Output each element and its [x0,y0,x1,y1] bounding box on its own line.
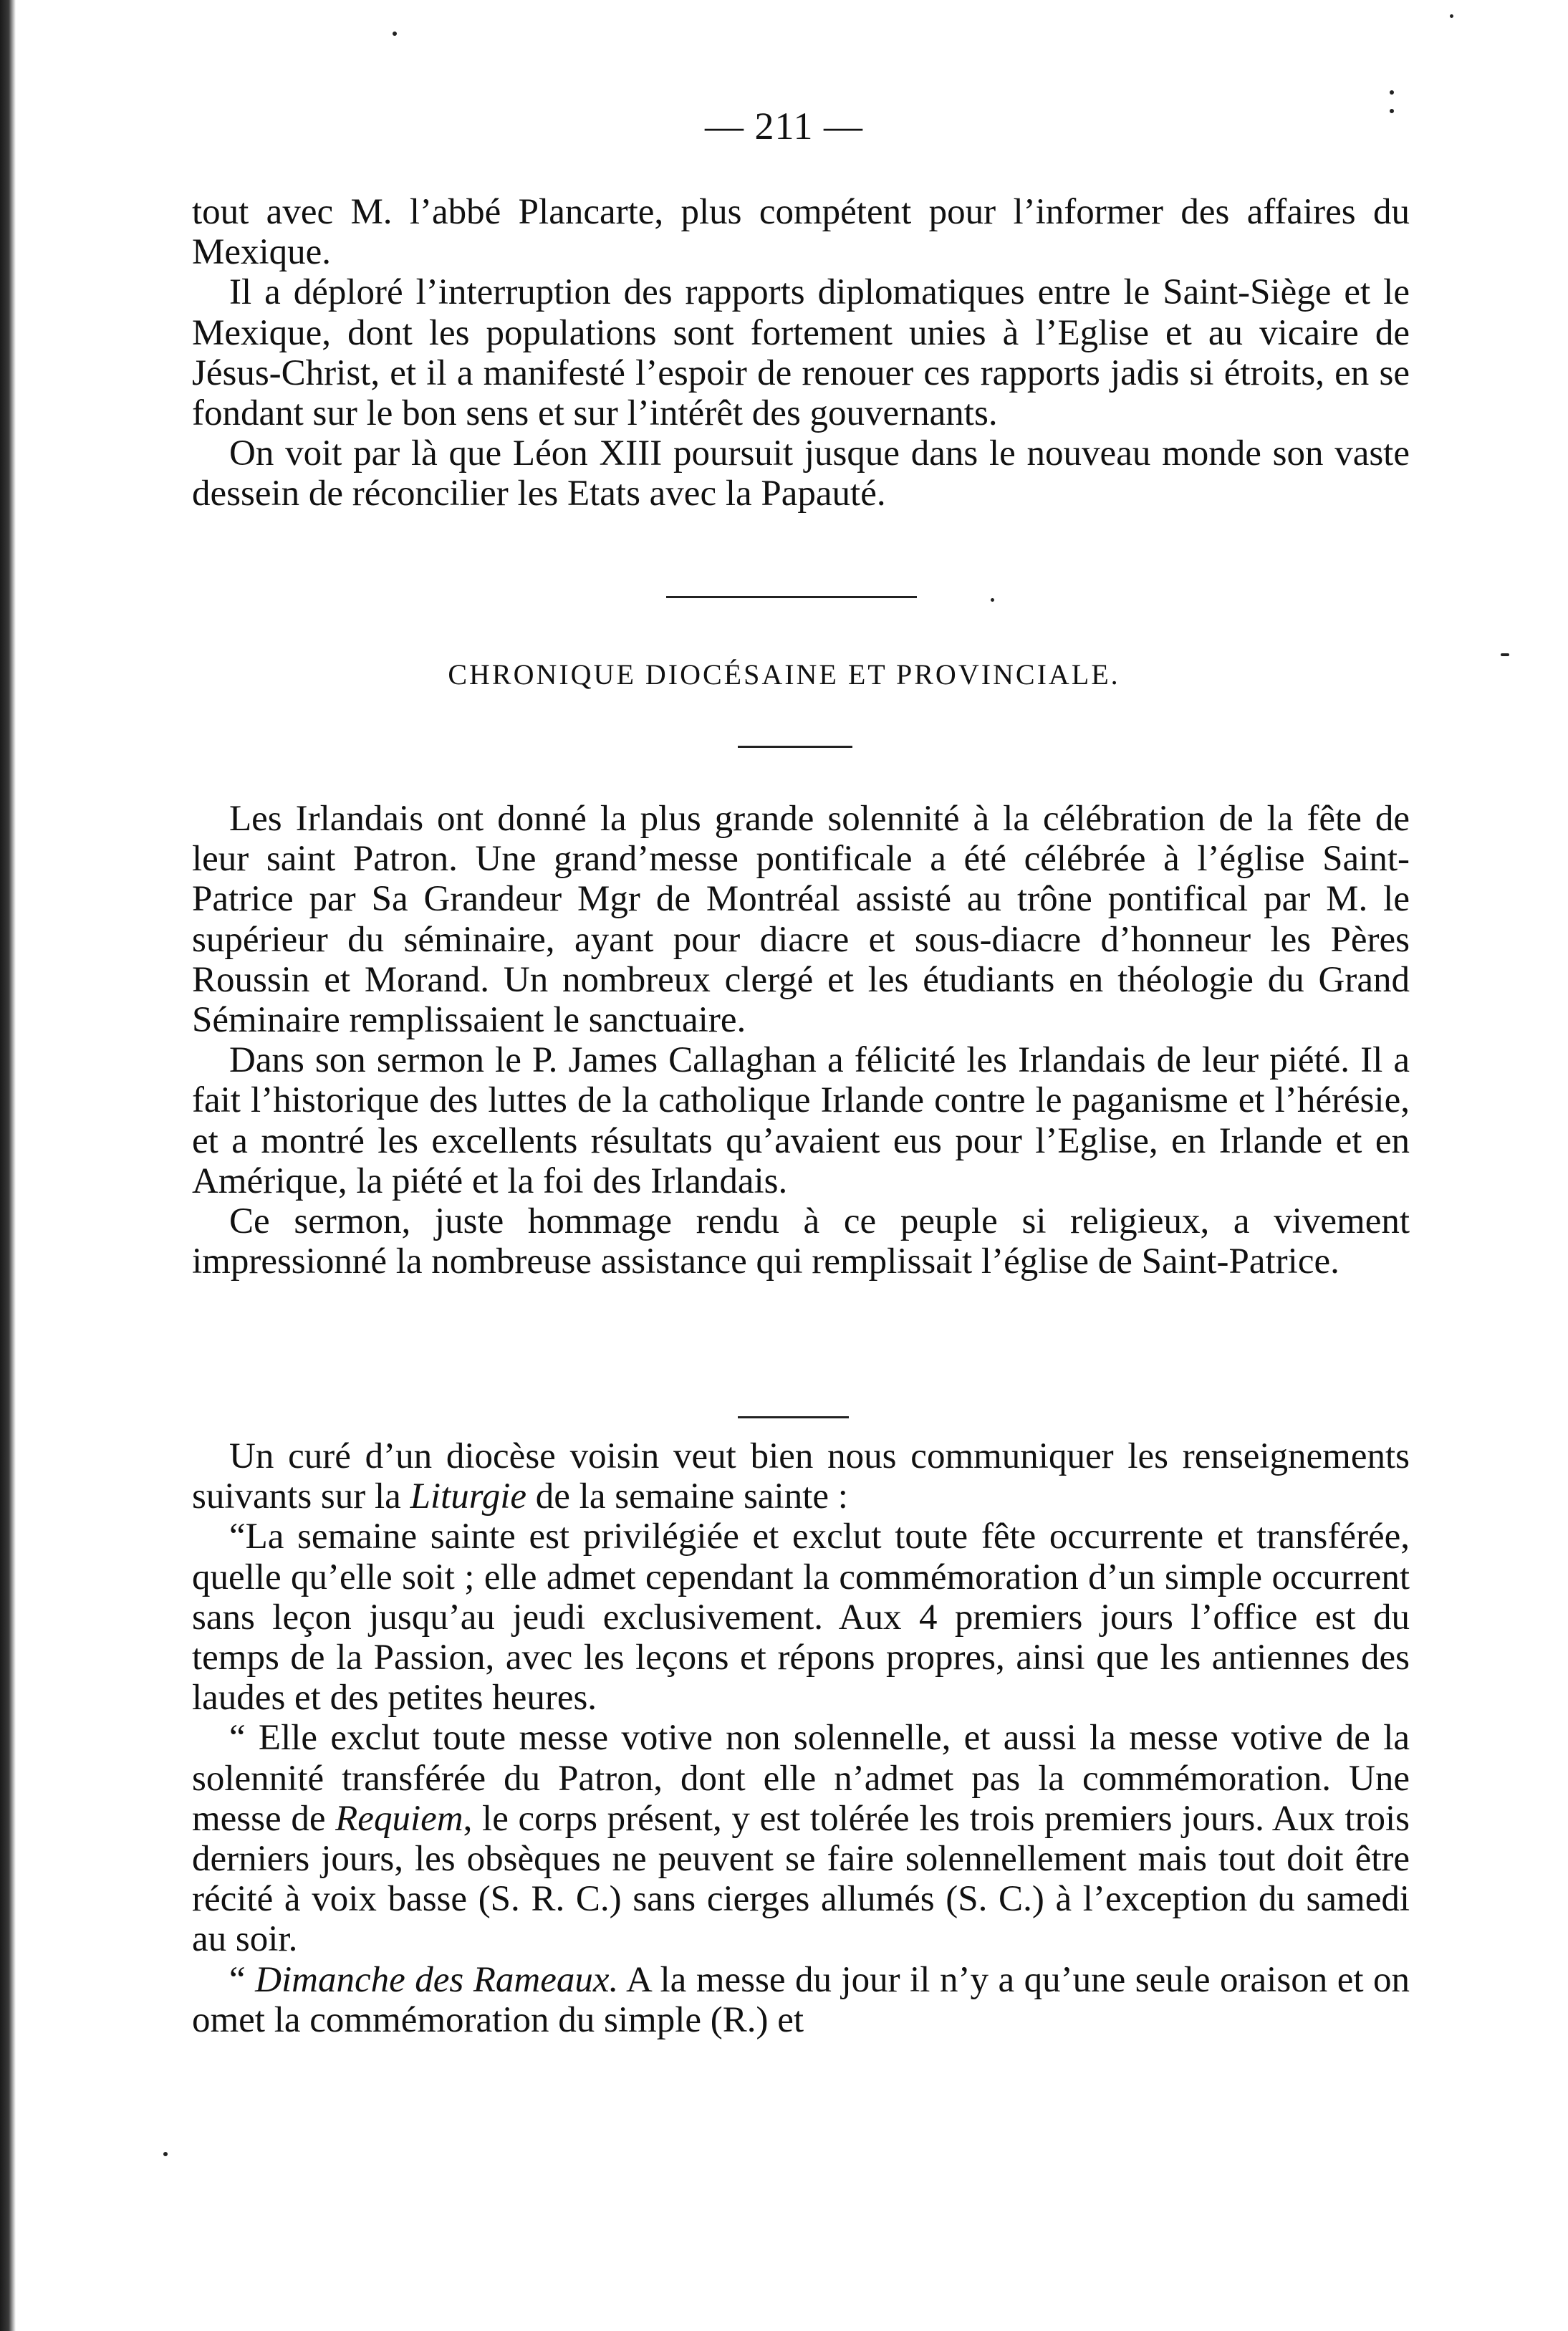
paragraph: Il a déploré l’interruption des rapports diplomatiques entre le Saint-Siège et le Mexique, dont les populations sont fortement unies à l’Eglise et au vicaire de Jésus-Christ, et il a manifesté l’espoir de renouer ces rapports jadis si étroits, en se fondant sur le bon sens et sur l’intérêt des gouvernants. [192,272,1410,434]
ink-speck [991,598,994,602]
ink-speck [1501,653,1509,656]
text-run: Un curé d’un diocèse voisin veut bien nous communiquer les renseignements suivants sur la [192,1436,1410,1517]
text-run: “ Elle exclut toute messe votive non solennelle, et aussi la messe votive de la solennité transférée du Patron, dont elle n’admet pas la commémoration. Une messe de [192,1718,1410,1839]
heading-divider [738,746,852,748]
text-run: A la messe du jour il n’y a qu’une seule oraison et on omet la commémoration du simple (R.) et [192,1959,1410,2040]
text-run: , le corps présent, y est tolérée les trois premiers jours. Aux trois derniers jours, les obsèques ne peuvent se faire solennellement mais tout doit être récité à voix basse (S. R. C.) sans cierges allumés (S. C.) à l’exception du samedi au soir. [192,1798,1410,1960]
page-number: — 211 — [705,105,863,148]
liturgy-text [192,1436,1410,2040]
paragraph: “La semaine sainte est privilégiée et exclut toute fête occurrente et transférée, quelle qu’elle soit ; elle admet cependant la commémoration d’un simple occurrent sans leçon jusqu’au jeudi exclusivement. Aux 4 premiers jours l’office est du temps de la Passion, avec les leçons et répons propres, ainsi que les antiennes des laudes et des petites heures. [192,1517,1410,1719]
paragraph: On voit par là que Léon XIII poursuit jusque dans le nouveau monde son vaste dessein de réconcilier les Etats avec la Papauté. [192,433,1410,514]
paragraph: Ce sermon, juste hommage rendu à ce peuple si religieux, a vivement impressionné la nombreuse assistance qui remplissait l’église de Saint-Patrice. [192,1201,1410,1282]
ink-speck [1450,14,1453,18]
chronicle-text [192,799,1410,1282]
paragraph: Dans son sermon le P. James Callaghan a félicité les Irlandais de leur piété. Il a fait l’historique des luttes de la catholique Irlande contre le paganisme et l’hérésie, et a montré les excellents résultats qu’avaient eus pour l’Eglise, en Irlande et en Amérique, la piété et la foi des Irlandais. [192,1040,1410,1201]
paragraph [192,1436,1410,1517]
italic-term: Requiem [335,1798,463,1839]
italic-term: Liturgie [410,1476,527,1517]
paragraph: tout avec M. l’abbé Plancarte, plus compétent pour l’informer des affaires du Mexique. [192,192,1410,273]
paragraph [192,1960,1410,2040]
section-divider [666,596,917,598]
paragraph [192,1718,1410,1959]
ink-speck [393,32,397,36]
text-run: de la semaine sainte : [526,1476,848,1517]
binding-edge [0,0,16,2331]
paragraph: Les Irlandais ont donné la plus grande solennité à la célébration de la fête de leur saint Patron. Une grand’messe pontificale a été célébrée à l’église Saint-Patrice par Sa Grandeur Mgr de Montréal assisté au trône pontifical par M. le supérieur du séminaire, ayant pour diacre et sous-diacre d’honneur les Pères Roussin et Morand. Un nombreux clergé et les étudiants en théologie du Grand Séminaire remplissaient le sanctuaire. [192,799,1410,1041]
ink-speck [163,2152,168,2156]
intro-text [192,192,1410,514]
italic-term: Dimanche des Rameaux. [255,1959,619,2000]
ink-speck [1390,90,1394,95]
item-divider [738,1416,849,1418]
text-run: “ [229,1959,256,2000]
section-heading: CHRONIQUE DIOCÉSAINE ET PROVINCIALE. [448,658,1120,691]
